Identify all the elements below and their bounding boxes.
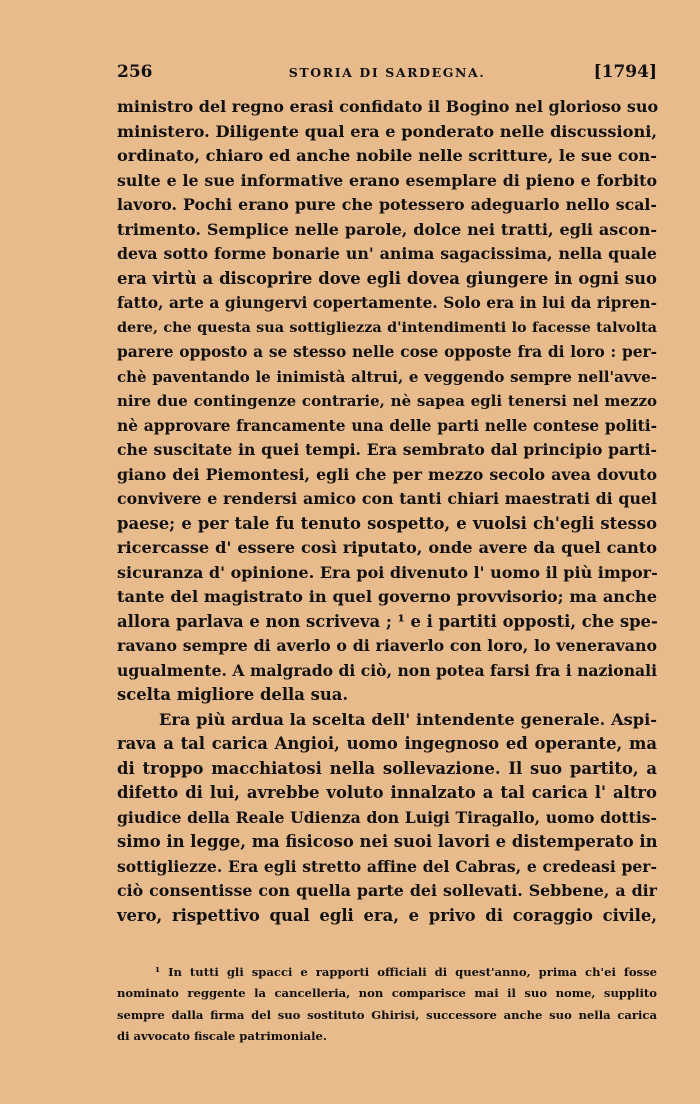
year-marker: [1794] xyxy=(593,62,657,82)
footnote-line: ¹ In tutti gli spacci e rapporti officiali di quest'anno, prima ch'ei fosse xyxy=(155,965,657,979)
text-line: sulte e le sue informative erano esemplare di pieno e forbito xyxy=(117,170,657,190)
text-line: ugualmente. A malgrado di ciò, non potea farsi fra i nazionali xyxy=(117,660,657,680)
text-line: di troppo macchiatosi nella sollevazione. Il suo partito, a xyxy=(117,758,657,778)
text-line: sottigliezze. Era egli stretto affine del Cabras, e credeasi per- xyxy=(117,856,657,876)
page-header xyxy=(117,62,657,88)
text-line: parere opposto a se stesso nelle cose opposte fra di loro : per- xyxy=(117,343,657,361)
footnote xyxy=(117,962,657,1047)
text-line: dere, che questa sua sottigliezza d'intendimenti lo facesse talvolta xyxy=(117,318,657,336)
text-line: ministero. Diligente qual era e ponderato nelle discussioni, xyxy=(117,121,657,141)
text-line: giano dei Piemontesi, egli che per mezzo secolo avea dovuto xyxy=(117,464,657,484)
paragraph-end-line: scelta migliore della sua. xyxy=(117,685,349,704)
text-line: chè paventando le inimistà altrui, e veggendo sempre nell'avve- xyxy=(117,367,657,386)
text-line: difetto di lui, avrebbe voluto innalzato a tal carica l' altro xyxy=(117,783,657,802)
text-line: ciò consentisse con quella parte dei sollevati. Sebbene, a dir xyxy=(117,881,657,900)
page-number: 256 xyxy=(117,62,153,82)
text-line: trimento. Semplice nelle parole, dolce nei tratti, egli ascon- xyxy=(117,219,657,239)
text-line: nè approvare francamente una delle parti nelle contese politi- xyxy=(117,416,657,435)
text-line: nire due contingenze contrarie, nè sapea egli tenersi nel mezzo xyxy=(117,392,657,410)
footnote-line: di avvocato fiscale patrimoniale. xyxy=(117,1028,327,1043)
text-line: era virtù a discoprire dove egli dovea giungere in ogni suo xyxy=(117,268,657,288)
footnote-line: sempre dalla firma del suo sostituto Ghirisi, successore anche suo nella carica xyxy=(117,1007,657,1022)
text-line: rava a tal carica Angioi, uomo ingegnoso ed operante, ma xyxy=(117,734,657,753)
footnote-line: nominato reggente la cancelleria, non comparisce mai il suo nome, supplito xyxy=(117,986,657,1001)
text-line: ricercasse d' essere così riputato, onde avere da quel canto xyxy=(117,538,657,557)
text-line: convivere e rendersi amico con tanti chiari maestrati di quel xyxy=(117,489,657,508)
text-line: paese; e per tale fu tenuto sospetto, e vuolsi ch'egli stesso xyxy=(117,513,657,533)
body-text xyxy=(117,95,657,928)
text-line: che suscitate in quei tempi. Era sembrato dal principio parti- xyxy=(117,440,657,459)
text-line: deva sotto forme bonarie un' anima sagacissima, nella quale xyxy=(117,244,657,263)
text-line: lavoro. Pochi erano pure che potessero adeguarlo nello scal- xyxy=(117,195,657,214)
text-line: allora parlava e non scriveva ; ¹ e i partiti opposti, che spe- xyxy=(117,611,658,631)
text-line: ministro del regno erasi confidato il Bogino nel glorioso suo xyxy=(117,97,659,116)
text-line: simo in legge, ma fisicoso nei suoi lavori e distemperato in xyxy=(117,832,658,851)
text-line: ordinato, chiaro ed anche nobile nelle scritture, le sue con- xyxy=(117,146,657,165)
text-line: giudice della Reale Udienza don Luigi Tiragallo, uomo dottis- xyxy=(117,807,657,827)
text-line: vero, rispettivo qual egli era, e privo di coraggio civile, xyxy=(117,905,657,925)
text-line: fatto, arte a giungervi copertamente. Solo era in lui da ripren- xyxy=(117,294,657,312)
text-line: tante del magistrato in quel governo provvisorio; ma anche xyxy=(117,587,657,606)
text-line: ravano sempre di averlo o di riaverlo con loro, lo veneravano xyxy=(117,636,657,655)
running-title: STORIA DI SARDEGNA. xyxy=(288,65,486,80)
text-line: sicuranza d' opinione. Era poi divenuto l' uomo il più impor- xyxy=(117,562,658,582)
paragraph-start-line: Era più ardua la scelta dell' intendente generale. Aspi- xyxy=(159,709,657,729)
